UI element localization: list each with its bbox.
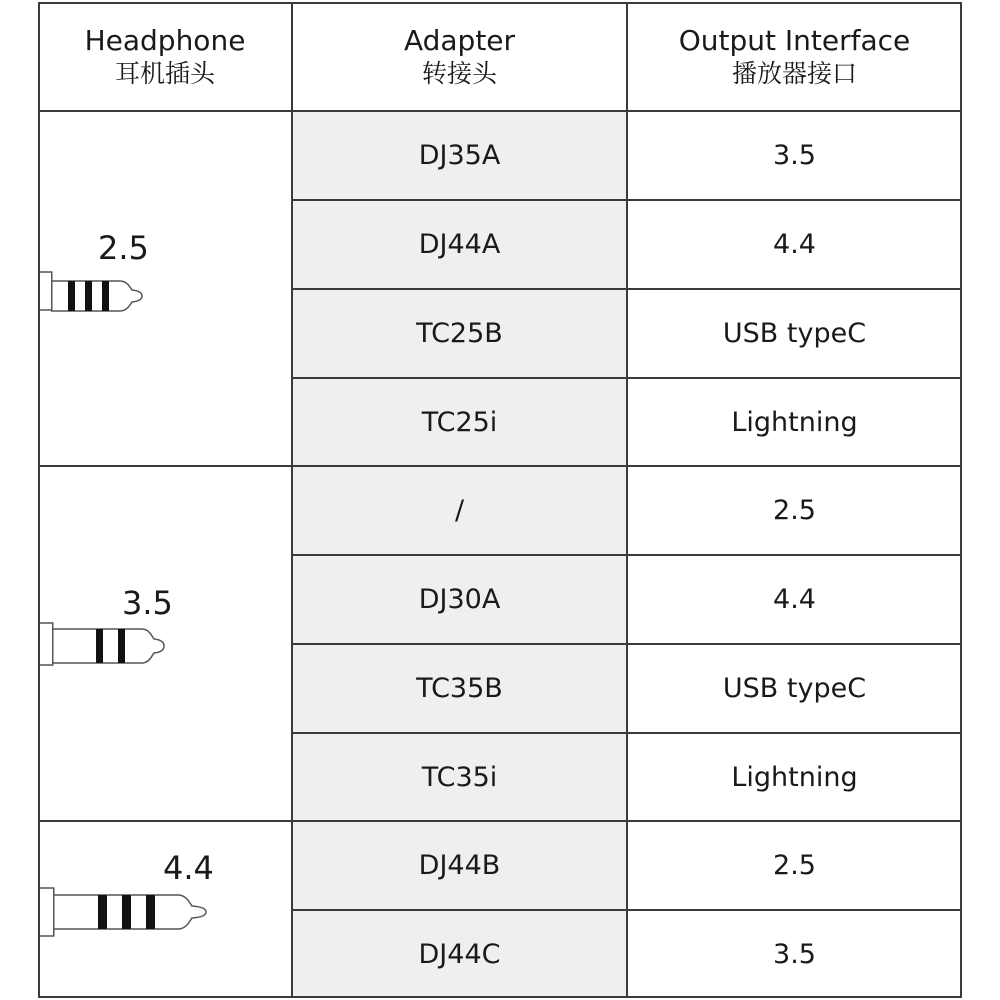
output-cell: Lightning	[627, 733, 962, 821]
column-divider	[291, 2, 293, 998]
2.5mm-plug-icon	[38, 267, 148, 317]
header-output	[627, 2, 962, 111]
3.5mm-plug-icon	[38, 620, 168, 670]
output-cell: 2.5	[627, 821, 962, 910]
plug-label-2.5: 2.5	[98, 229, 149, 267]
output-cell: 2.5	[627, 466, 962, 555]
row-divider	[292, 909, 962, 911]
adapter-cell: DJ30A	[292, 555, 627, 644]
output-cell: 3.5	[627, 910, 962, 998]
adapter-cell: /	[292, 466, 627, 555]
adapter-cell: DJ44B	[292, 821, 627, 910]
output-cell: 4.4	[627, 200, 962, 289]
table-border-left	[38, 2, 40, 998]
row-divider	[292, 377, 962, 379]
table-border-bottom	[38, 996, 962, 998]
output-cell: USB typeC	[627, 644, 962, 733]
adapter-cell: DJ35A	[292, 111, 627, 200]
header-divider	[38, 110, 962, 112]
headphone-cell-2.5	[38, 111, 292, 466]
group-divider	[38, 465, 962, 467]
header-headphone	[38, 2, 292, 111]
output-cell: Lightning	[627, 378, 962, 466]
output-cell: USB typeC	[627, 289, 962, 378]
output-cell: 4.4	[627, 555, 962, 644]
plug-label-4.4: 4.4	[163, 849, 214, 887]
header-adapter-en: Adapter	[403, 23, 516, 57]
adapter-cell: TC35B	[292, 644, 627, 733]
row-divider	[292, 199, 962, 201]
header-output-zh: 播放器接口	[731, 59, 857, 89]
adapter-cell: DJ44A	[292, 200, 627, 289]
output-cell: 3.5	[627, 111, 962, 200]
table-border-right	[960, 2, 962, 998]
row-divider	[292, 288, 962, 290]
header-headphone-zh: 耳机插头	[114, 59, 215, 89]
group-divider	[38, 820, 962, 822]
adapter-cell: TC25i	[292, 378, 627, 466]
adapter-cell: DJ44C	[292, 910, 627, 998]
header-adapter-zh: 转接头	[421, 59, 497, 89]
plug-label-3.5: 3.5	[122, 584, 173, 622]
header-adapter	[292, 2, 627, 111]
row-divider	[292, 643, 962, 645]
row-divider	[292, 732, 962, 734]
adapter-cell: TC25B	[292, 289, 627, 378]
table-border-top	[38, 2, 962, 4]
headphone-cell-3.5	[38, 466, 292, 821]
4.4mm-plug-icon	[38, 885, 213, 941]
row-divider	[292, 554, 962, 556]
headphone-cell-4.4	[38, 821, 292, 998]
adapter-compatibility-table	[38, 2, 962, 998]
header-headphone-en: Headphone	[84, 23, 246, 57]
adapter-cell: TC35i	[292, 733, 627, 821]
column-divider	[626, 2, 628, 998]
header-output-en: Output Interface	[678, 23, 911, 57]
